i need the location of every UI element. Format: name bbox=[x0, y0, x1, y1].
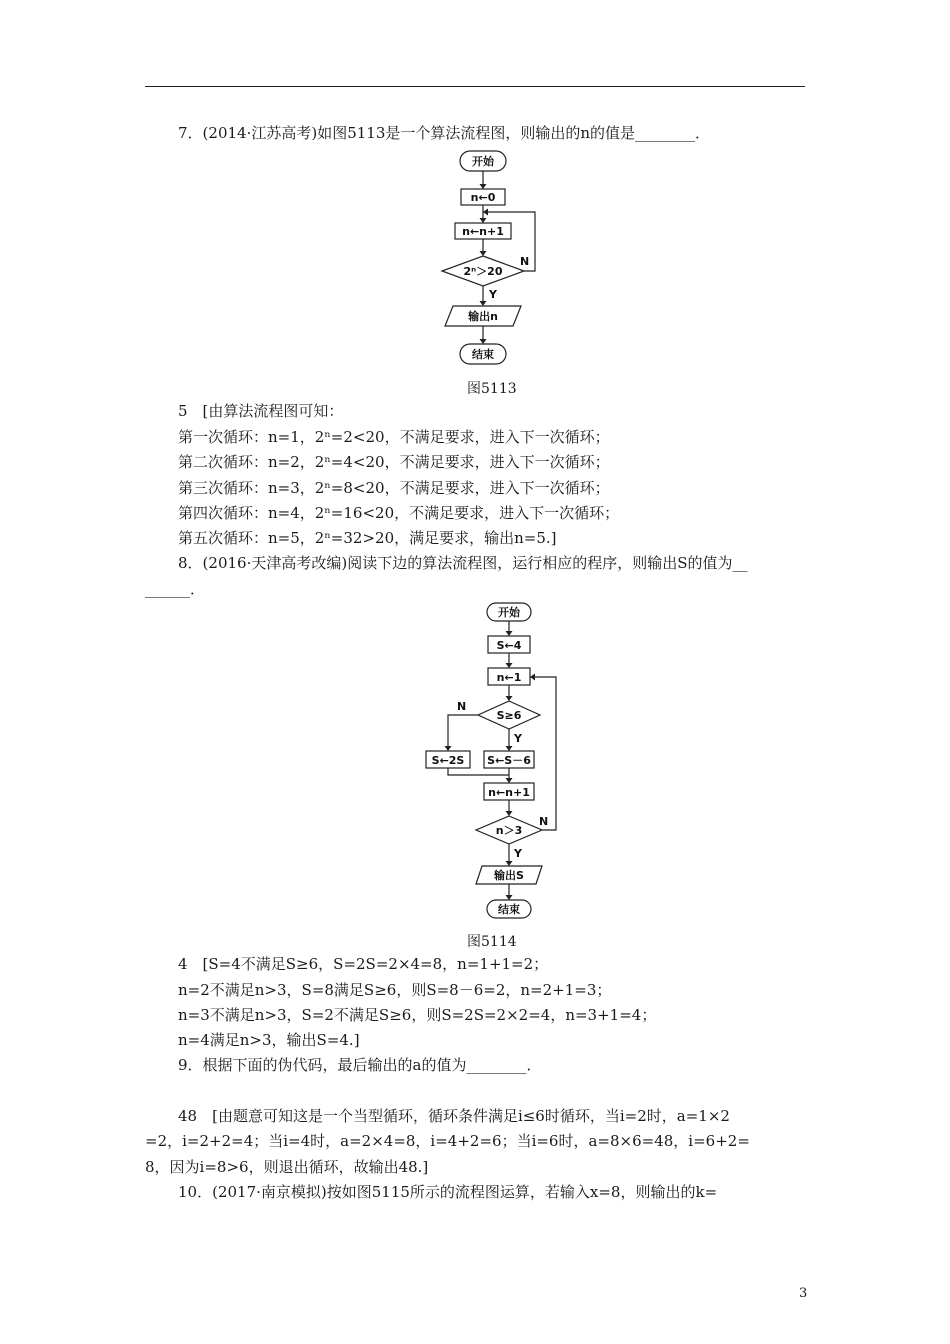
q8-answer-line-1: 4 [S=4不满足S≥6，S=2S=2×4=8，n=1+1=2； bbox=[178, 955, 549, 973]
end-label: 结束 bbox=[472, 348, 494, 361]
output-label: 输出S bbox=[494, 869, 524, 882]
q8-answer-line-3: n=3不满足n>3，S=2不满足S≥6，则S=2S=2×2=4，n=3+1=4； bbox=[178, 1006, 657, 1024]
start-label: 开始 bbox=[472, 155, 494, 168]
page-number: 3 bbox=[799, 1286, 808, 1301]
no1-label: N bbox=[457, 700, 467, 713]
right-label: S←S－6 bbox=[487, 754, 531, 767]
q7-answer-line-4: 第三次循环：n=3，2ⁿ=8<20，不满足要求，进入下一次循环； bbox=[178, 479, 610, 497]
figure-caption-5114: 图5114 bbox=[467, 934, 517, 950]
yes2-label: Y bbox=[514, 847, 522, 860]
q9-question: 9．根据下面的伪代码，最后输出的a的值为________． bbox=[178, 1056, 542, 1074]
figure-caption-5113: 图5113 bbox=[467, 381, 517, 397]
yes1-label: Y bbox=[514, 732, 522, 745]
end-label: 结束 bbox=[498, 903, 520, 916]
init-s-label: S←4 bbox=[496, 639, 522, 652]
condition-label: 2ⁿ＞20 bbox=[463, 265, 503, 278]
start-label: 开始 bbox=[498, 606, 520, 619]
output-label: 输出n bbox=[468, 310, 498, 323]
update-label: n←n+1 bbox=[462, 225, 504, 238]
no-label: N bbox=[520, 255, 530, 268]
no2-label: N bbox=[539, 815, 549, 828]
q9-answer-line-2: =2，i=2+2=4；当i=4时，a=2×4=8，i=4+2=6；当i=6时，a=8×6=48，i=6+2= bbox=[145, 1132, 750, 1150]
q8-answer-line-4: n=4满足n>3，输出S=4.] bbox=[178, 1031, 360, 1049]
q9-answer-line-1: 48 [由题意可知这是一个当型循环，循环条件满足i≤6时循环，当i=2时，a=1×2 bbox=[178, 1107, 730, 1125]
cond2-label: n＞3 bbox=[495, 824, 523, 837]
q7-answer-line-5: 第四次循环：n=4，2ⁿ=16<20，不满足要求，进入下一次循环； bbox=[178, 504, 620, 522]
q8-question-line-1: 8．(2016·天津高考改编)阅读下边的算法流程图，运行相应的程序，则输出S的值为__ bbox=[178, 554, 748, 572]
flowchart-5114 bbox=[420, 600, 570, 922]
yes-label: Y bbox=[489, 288, 497, 301]
q9-answer-line-3: 8，因为i=8>6，则退出循环，故输出48.] bbox=[145, 1158, 429, 1176]
q8-question-line-2: ______． bbox=[145, 580, 206, 598]
header-rule bbox=[145, 86, 805, 87]
init-n-label: n←1 bbox=[496, 671, 522, 684]
q7-answer-line-1: 5 [由算法流程图可知： bbox=[178, 402, 344, 420]
init-label: n←0 bbox=[470, 191, 496, 204]
update-label: n←n+1 bbox=[488, 786, 530, 799]
q7-question: 7．(2014·江苏高考)如图5113是一个算法流程图，则输出的n的值是________． bbox=[178, 124, 711, 142]
q8-answer-line-2: n=2不满足n>3，S=8满足S≥6，则S=8－6=2，n=2+1=3； bbox=[178, 981, 612, 999]
cond1-label: S≥6 bbox=[496, 709, 522, 722]
q10-question: 10．(2017·南京模拟)按如图5115所示的流程图运算，若输入x=8，则输出的k= bbox=[178, 1183, 718, 1201]
q7-answer-line-3: 第二次循环：n=2，2ⁿ=4<20，不满足要求，进入下一次循环； bbox=[178, 453, 610, 471]
q7-answer-line-6: 第五次循环：n=5，2ⁿ=32>20，满足要求，输出n=5.] bbox=[178, 529, 557, 547]
left-label: S←2S bbox=[431, 754, 465, 767]
flowchart-5113 bbox=[440, 148, 550, 368]
q7-answer-line-2: 第一次循环：n=1，2ⁿ=2<20，不满足要求，进入下一次循环； bbox=[178, 428, 610, 446]
